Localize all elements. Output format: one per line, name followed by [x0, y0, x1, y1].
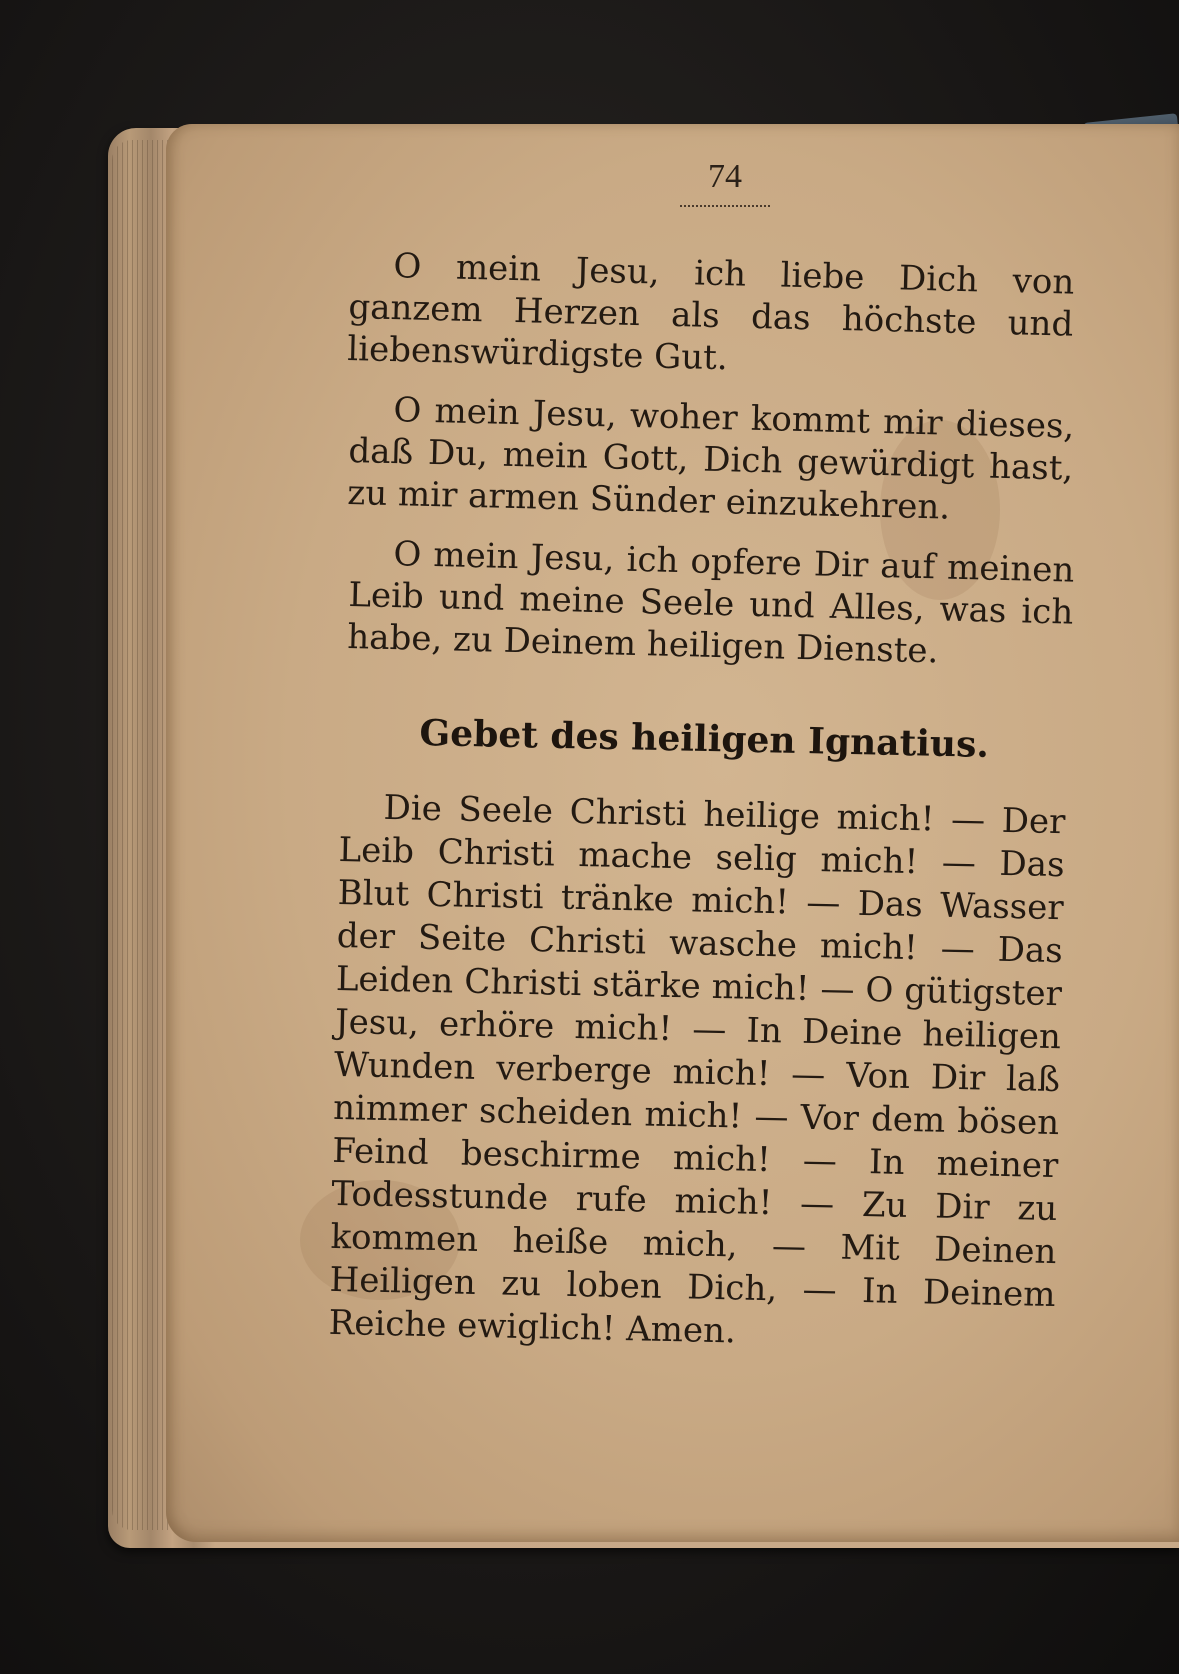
- paragraph-3: O mein Jesu, ich opfere Dir auf meinen Leib und meine Seele und Alles, was ich habe, zu Deinem heiligen Dienste.: [346, 534, 1075, 672]
- page-edges: [112, 140, 172, 1530]
- prayer-text: Die Seele Christi heilige mich! — Der Leib Christi mache selig mich! — Das Blut Christi tränke mich! — Das Wasser der Seite Christi wasche mich! — Das Leiden Christi stärke mich! — O gütigster Jesu, erhöre mich! — In Deine heiligen Wunden verberge mich! — Von Dir laß nimmer scheiden mich! — Vor dem bösen Feind beschirme mich! — In meiner Todesstunde rufe mich! — Zu Dir zu kommen heiße mich, — Mit Deinen Heiligen zu loben Dich, — In Deinem Reiche ewiglich! Amen.: [328, 787, 1066, 1352]
- paragraph-2: O mein Jesu, woher kommt mir dieses, daß Du, mein Gott, Dich gewürdigt hast, zu mir armen Sünder einzukehren.: [346, 390, 1075, 528]
- page-number: 74: [708, 158, 742, 195]
- paragraph-1: O mein Jesu, ich liebe Dich von ganzem Herzen als das höchste und liebenswürdigste Gut.: [346, 246, 1075, 379]
- section-heading: Gebet des heiligen Ignatius.: [419, 712, 990, 766]
- page-number-rule: [680, 205, 770, 207]
